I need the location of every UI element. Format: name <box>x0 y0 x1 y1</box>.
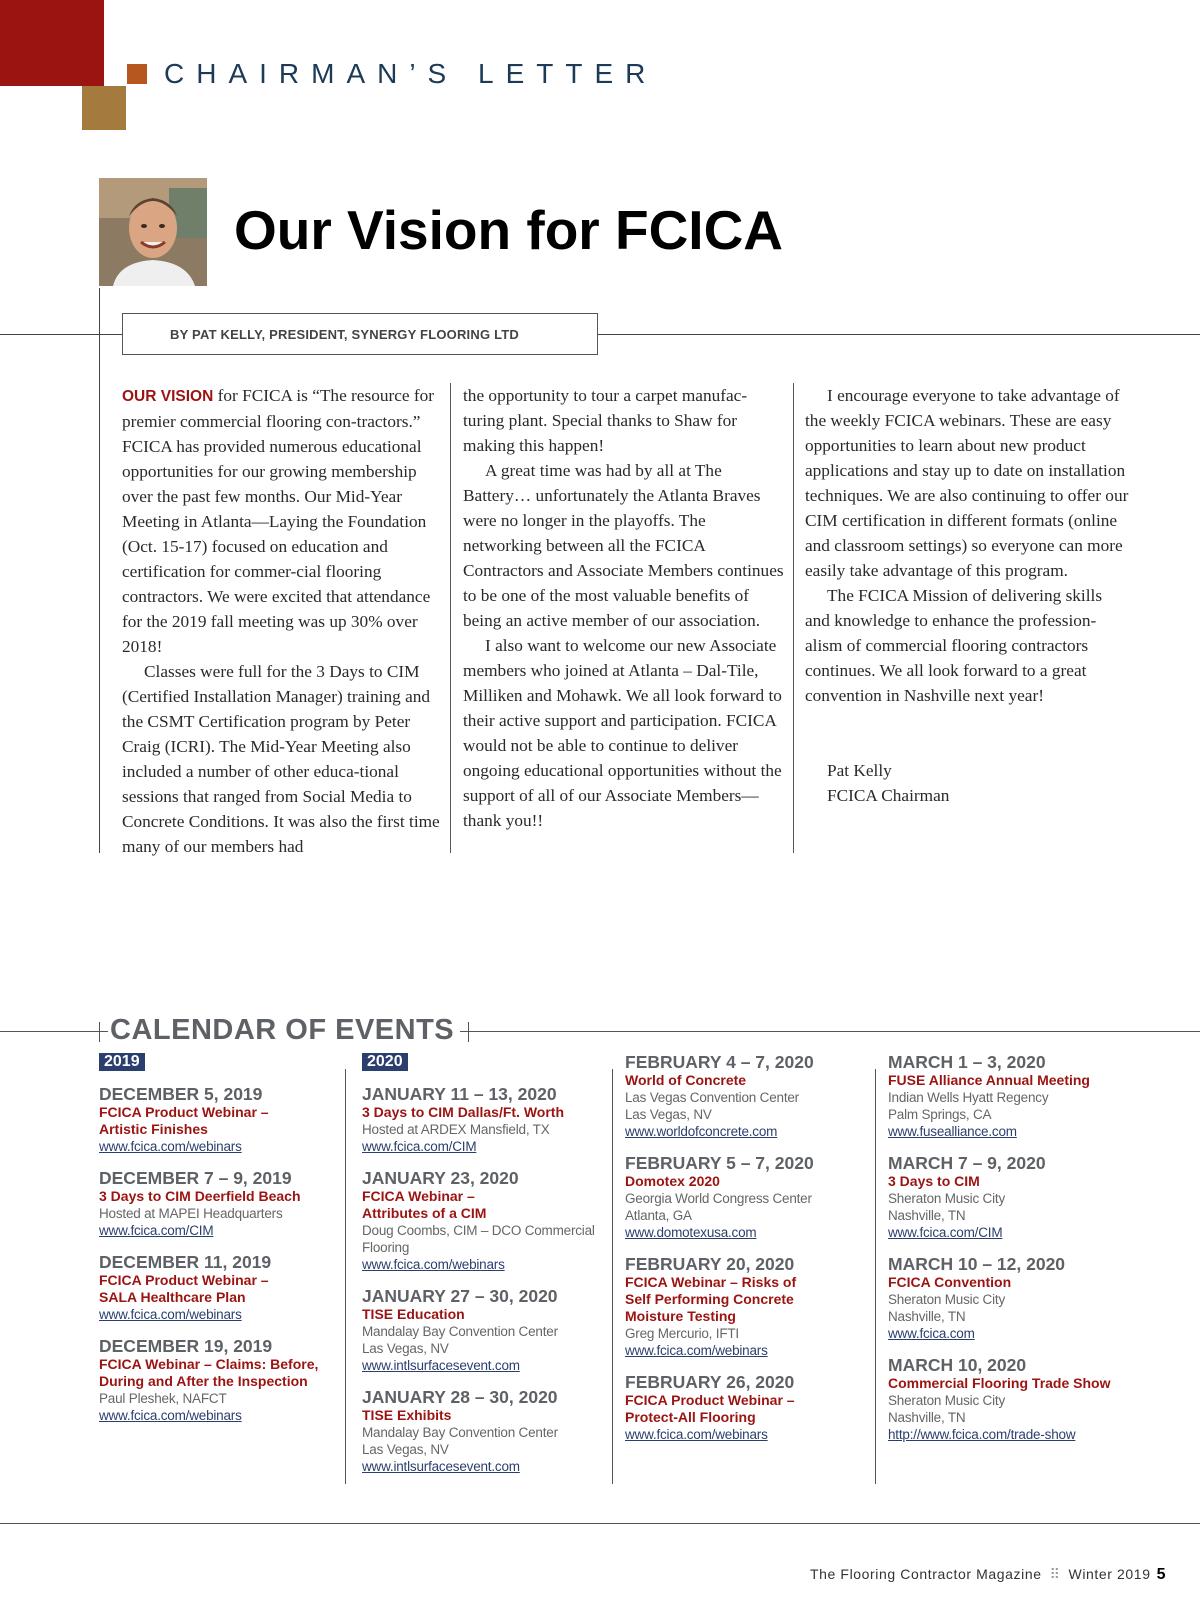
event-link[interactable]: www.fcica.com/webinars <box>99 1139 242 1154</box>
event-name: Commercial Flooring Trade Show <box>888 1375 1111 1391</box>
paragraph: Classes were full for the 3 Days to CIM (Certified Installation Manager) training and the CSMT Certification program by Peter Craig (ICRI). The Mid-Year Meeting also included a number of other educa-tional sessions that ranged from Social Media to Concrete Conditions. It was also the first time many of our members had <box>122 662 440 856</box>
calendar-title: CALENDAR OF EVENTS <box>108 1014 460 1047</box>
event-link[interactable]: www.fcica.com/CIM <box>362 1139 477 1154</box>
calendar-divider <box>612 1069 613 1484</box>
event-name: TISE Education <box>362 1306 465 1322</box>
footer <box>810 1566 1166 1584</box>
column-divider <box>793 383 794 853</box>
event-date: DECEMBER 19, 2019 <box>99 1336 273 1356</box>
signature-title: FCICA Chairman <box>827 786 950 805</box>
event-detail: Greg Mercurio, IFTI <box>625 1326 739 1341</box>
event-name: Protect-All Flooring <box>625 1409 756 1425</box>
event-name: FCICA Webinar – Risks of <box>625 1274 797 1290</box>
event-detail: Sheraton Music City <box>888 1393 1005 1408</box>
event-item <box>888 1052 1158 1140</box>
event-link[interactable]: www.intlsurfacesevent.com <box>362 1358 520 1373</box>
event-name: Attributes of a CIM <box>362 1205 487 1221</box>
event-name: FCICA Product Webinar – <box>99 1272 269 1288</box>
event-name: 3 Days to CIM Deerfield Beach <box>99 1188 301 1204</box>
event-item <box>625 1254 870 1359</box>
event-name: FCICA Webinar – <box>362 1188 475 1204</box>
event-item <box>888 1254 1158 1342</box>
event-item <box>888 1153 1158 1241</box>
paragraph: A great time was had by all at The Battery… unfortunately the Atlanta Braves were no longer in the playoffs. The networking between all the FCICA Contractors and Associate Members continues to be one of the most valuable benefits of being an active member of our association. <box>463 461 784 630</box>
event-date: FEBRUARY 26, 2020 <box>625 1372 795 1392</box>
event-name: During and After the Inspection <box>99 1373 308 1389</box>
calendar-tick <box>99 1022 100 1042</box>
event-detail: Indian Wells Hyatt Regency <box>888 1090 1049 1105</box>
event-link[interactable]: www.fcica.com/CIM <box>888 1225 1003 1240</box>
header-tan-block <box>82 86 126 130</box>
year-badge: 2019 <box>99 1053 145 1071</box>
event-name: FCICA Product Webinar – <box>99 1104 269 1120</box>
event-detail: Flooring <box>362 1240 410 1255</box>
event-date: MARCH 1 – 3, 2020 <box>888 1052 1046 1072</box>
event-detail: Nashville, TN <box>888 1410 966 1425</box>
signature <box>805 758 1130 808</box>
event-date: DECEMBER 7 – 9, 2019 <box>99 1168 292 1188</box>
event-link[interactable]: www.fcica.com/webinars <box>362 1257 505 1272</box>
event-link[interactable]: www.fcica.com/webinars <box>99 1307 242 1322</box>
article-title: Our Vision for FCICA <box>234 199 784 261</box>
event-link[interactable]: www.fcica.com/webinars <box>625 1343 768 1358</box>
event-date: MARCH 7 – 9, 2020 <box>888 1153 1046 1173</box>
signature-name: Pat Kelly <box>827 761 892 780</box>
event-link[interactable]: www.fcica.com <box>888 1326 975 1341</box>
event-link[interactable]: http://www.fcica.com/trade-show <box>888 1427 1076 1442</box>
event-name: 3 Days to CIM <box>888 1173 980 1189</box>
header-orange-bullet <box>127 64 147 84</box>
author-photo <box>99 178 207 286</box>
event-date: FEBRUARY 20, 2020 <box>625 1254 795 1274</box>
calendar-column <box>625 1052 870 1456</box>
event-detail: Paul Pleshek, NAFCT <box>99 1391 227 1406</box>
event-name: Domotex 2020 <box>625 1173 720 1189</box>
event-detail: Mandalay Bay Convention Center <box>362 1425 558 1440</box>
event-item <box>362 1168 607 1273</box>
event-date: FEBRUARY 5 – 7, 2020 <box>625 1153 814 1173</box>
event-detail: Nashville, TN <box>888 1208 966 1223</box>
calendar-column <box>362 1053 607 1488</box>
event-detail: Palm Springs, CA <box>888 1107 992 1122</box>
event-date: FEBRUARY 4 – 7, 2020 <box>625 1052 814 1072</box>
calendar-divider <box>345 1069 346 1484</box>
calendar-divider <box>875 1069 876 1484</box>
event-name: SALA Healthcare Plan <box>99 1289 246 1305</box>
event-name: Artistic Finishes <box>99 1121 208 1137</box>
year-badge: 2020 <box>362 1053 408 1071</box>
left-rule <box>99 288 100 853</box>
event-item <box>99 1084 344 1155</box>
event-link[interactable]: www.worldofconcrete.com <box>625 1124 778 1139</box>
calendar-column <box>99 1053 344 1437</box>
paragraph: I encourage everyone to take advantage of the weekly FCICA webinars. These are easy opportunities to learn about new product applications and stay up to date on installation techniques. We are also continuing to offer our CIM certification in different formats (online and classroom settings) so everyone can more easily take advantage of this program. <box>805 386 1129 580</box>
event-name: World of Concrete <box>625 1072 747 1088</box>
event-item <box>362 1084 607 1155</box>
article-column-1 <box>122 383 444 859</box>
event-detail: Las Vegas, NV <box>362 1341 449 1356</box>
event-item <box>362 1286 607 1374</box>
article-column-2 <box>463 383 787 833</box>
event-date: JANUARY 11 – 13, 2020 <box>362 1084 557 1104</box>
event-item <box>99 1336 344 1424</box>
event-item <box>99 1168 344 1239</box>
event-item <box>99 1252 344 1323</box>
paragraph: OUR VISION for FCICA is “The resource for premier commercial flooring con-tractors.” FCICA has provided numerous educational opportunities for our growing membership over the past few months. Our Mid-Year Meeting in Atlanta—Laying the Foundation (Oct. 15-17) focused on education and certification for commer-cial flooring contractors. We were excited that attendance for the 2019 fall meeting was up 30% over 2018! <box>122 386 435 656</box>
event-link[interactable]: www.fcica.com/webinars <box>625 1427 768 1442</box>
paragraph: The FCICA Mission of delivering skills and knowledge to enhance the profession-alism of commercial flooring contractors continues. We all look forward to a great convention in Nashville next year! <box>805 586 1103 705</box>
event-name: FCICA Product Webinar – <box>625 1392 795 1408</box>
byline: BY PAT KELLY, PRESIDENT, SYNERGY FLOORING LTD <box>170 327 519 342</box>
article-column-3 <box>805 383 1130 808</box>
event-link[interactable]: www.intlsurfacesevent.com <box>362 1459 520 1474</box>
event-detail: Hosted at MAPEI Headquarters <box>99 1206 283 1221</box>
event-detail: Hosted at ARDEX Mansfield, TX <box>362 1122 550 1137</box>
event-detail: Las Vegas, NV <box>362 1442 449 1457</box>
footer-separator: ⠿ <box>1049 1566 1061 1582</box>
calendar-column <box>888 1052 1158 1456</box>
event-date: DECEMBER 11, 2019 <box>99 1252 272 1272</box>
event-date: JANUARY 28 – 30, 2020 <box>362 1387 558 1407</box>
event-date: JANUARY 23, 2020 <box>362 1168 519 1188</box>
event-detail: Nashville, TN <box>888 1309 966 1324</box>
event-link[interactable]: www.fcica.com/CIM <box>99 1223 214 1238</box>
event-name: Self Performing Concrete <box>625 1291 794 1307</box>
event-item <box>625 1052 870 1140</box>
event-item <box>625 1372 870 1443</box>
event-date: JANUARY 27 – 30, 2020 <box>362 1286 558 1306</box>
event-name: FUSE Alliance Annual Meeting <box>888 1072 1090 1088</box>
event-date: MARCH 10 – 12, 2020 <box>888 1254 1066 1274</box>
column-divider <box>450 383 451 853</box>
magazine-name: The Flooring Contractor Magazine <box>810 1566 1042 1582</box>
event-detail: Las Vegas, NV <box>625 1107 712 1122</box>
event-item <box>625 1153 870 1241</box>
header-red-block <box>0 0 104 86</box>
footer-rule <box>0 1523 1200 1524</box>
event-name: FCICA Webinar – Claims: Before, <box>99 1356 319 1372</box>
event-item <box>888 1355 1158 1443</box>
event-detail: Doug Coombs, CIM – DCO Commercial <box>362 1223 595 1238</box>
event-link[interactable]: www.fusealliance.com <box>888 1124 1017 1139</box>
event-detail: Mandalay Bay Convention Center <box>362 1324 558 1339</box>
event-link[interactable]: www.fcica.com/webinars <box>99 1408 242 1423</box>
event-date: MARCH 10, 2020 <box>888 1355 1027 1375</box>
page-number: 5 <box>1156 1566 1167 1583</box>
event-detail: Sheraton Music City <box>888 1191 1005 1206</box>
issue: Winter 2019 <box>1068 1566 1151 1582</box>
event-detail: Atlanta, GA <box>625 1208 692 1223</box>
paragraph: I also want to welcome our new Associate members who joined at Atlanta – Dal-Tile, Milliken and Mohawk. We all look forward to their active support and participation. FCICA would not be able to continue to deliver ongoing educational opportunities without the support of all of our Associate Members—thank you!! <box>463 636 782 830</box>
event-item <box>362 1387 607 1475</box>
event-detail: Sheraton Music City <box>888 1292 1005 1307</box>
event-name: 3 Days to CIM Dallas/Ft. Worth <box>362 1104 564 1120</box>
calendar-tick <box>468 1022 469 1042</box>
section-label: CHAIRMAN’S LETTER <box>164 58 658 89</box>
event-detail: Georgia World Congress Center <box>625 1191 812 1206</box>
event-name: TISE Exhibits <box>362 1407 452 1423</box>
paragraph: the opportunity to tour a carpet manufac-turing plant. Special thanks to Shaw for making this happen! <box>463 386 748 455</box>
event-detail: Las Vegas Convention Center <box>625 1090 799 1105</box>
event-name: FCICA Convention <box>888 1274 1012 1290</box>
event-name: Moisture Testing <box>625 1308 736 1324</box>
event-link[interactable]: www.domotexusa.com <box>625 1225 757 1240</box>
event-date: DECEMBER 5, 2019 <box>99 1084 263 1104</box>
lead-word: OUR VISION <box>122 388 214 405</box>
